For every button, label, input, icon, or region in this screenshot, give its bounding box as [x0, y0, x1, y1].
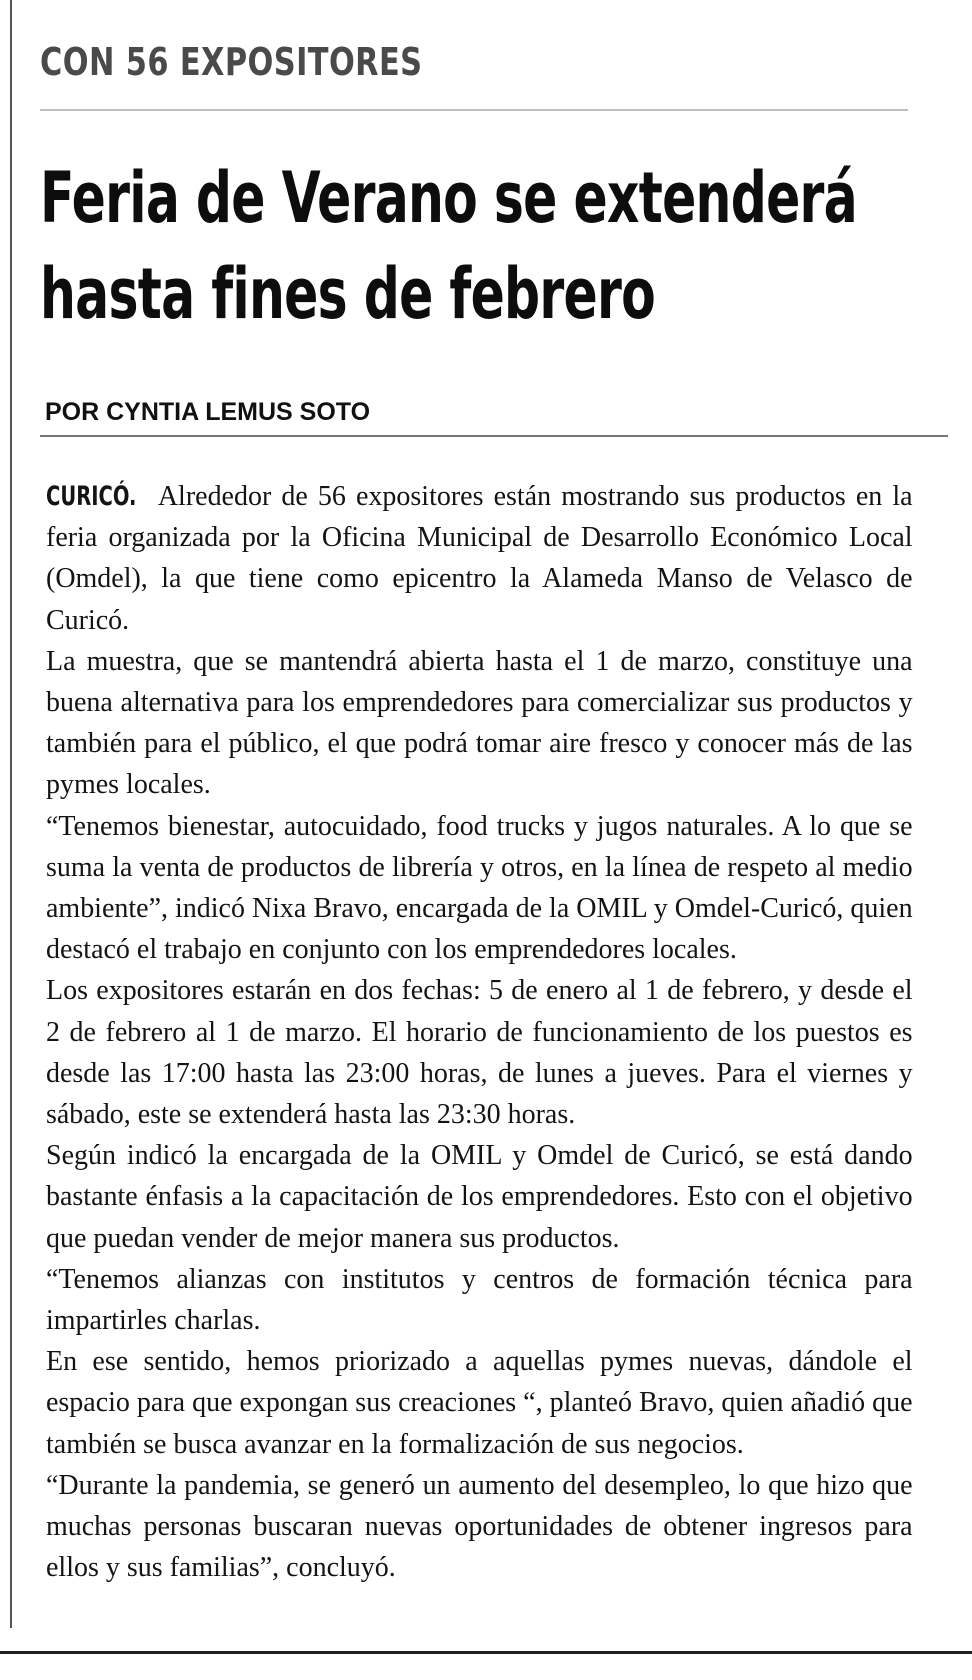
paragraph-2: La muestra, que se mantendrá abierta hasta el 1 de marzo, constituye una buena alternativa para los emprendedores para comercializar sus productos y también para el público, el que podrá tomar aire fresco y conocer más de las pymes locales. [46, 644, 913, 801]
byline: POR CYNTIA LEMUS SOTO [45, 398, 371, 426]
section-kicker: CON 56 EXPOSITORES [40, 40, 423, 84]
article-headline [40, 150, 904, 342]
paragraph-6: “Tenemos alianzas con institutos y centros de formación técnica para impartirles charlas. [46, 1262, 913, 1337]
paragraph-7: En ese sentido, hemos priorizado a aquellas pymes nuevas, dándole el espacio para que expongan sus creaciones “, planteó Bravo, quien añadió que también se busca avanzar en la formalización de sus negocios. [46, 1345, 913, 1460]
kicker-divider [40, 109, 908, 111]
dateline: CURICÓ. [46, 481, 137, 512]
article-body [46, 476, 913, 1588]
paragraph-4: Los expositores estarán en dos fechas: 5 de enero al 1 de febrero, y desde el 2 de febrero al 1 de marzo. El horario de funcionamiento de los puestos es desde las 17:00 hasta las 23:00 horas, de lunes a jueves. Para el viernes y sábado, este se extenderá hasta las 23:30 horas. [46, 974, 913, 1131]
headline-line-1: Feria de Verano se extenderá [40, 157, 857, 239]
paragraph-1-text: Alrededor de 56 expositores están mostrando sus productos en la feria organizada por la Oficina Municipal de Desarrollo Económico Local (Omdel), la que tiene como epicentro la Alameda Manso de Velasco de Curicó. [46, 480, 913, 636]
byline-divider [40, 435, 948, 437]
paragraph-1 [46, 476, 913, 641]
headline-line-2: hasta fines de febrero [40, 253, 656, 335]
paragraph-8: “Durante la pandemia, se generó un aumento del desempleo, lo que hizo que muchas personas buscaran nuevas oportunidades de obtener ingresos para ellos y sus familias”, concluyó. [46, 1468, 913, 1584]
paragraph-5: Según indicó la encargada de la OMIL y Omdel de Curicó, se está dando bastante énfasis a la capacitación de los emprendedores. Esto con el objetivo que puedan vender de mejor manera sus productos. [46, 1139, 913, 1254]
paragraph-3: “Tenemos bienestar, autocuidado, food trucks y jugos naturales. A lo que se suma la venta de productos de librería y otros, en la línea de respeto al medio ambiente”, indicó Nixa Bravo, encargada de la OMIL y Omdel-Curicó, quien destacó el trabajo en conjunto con los emprendedores locales. [46, 809, 913, 966]
left-column-rule [10, 0, 12, 1628]
bottom-divider [0, 1651, 972, 1654]
